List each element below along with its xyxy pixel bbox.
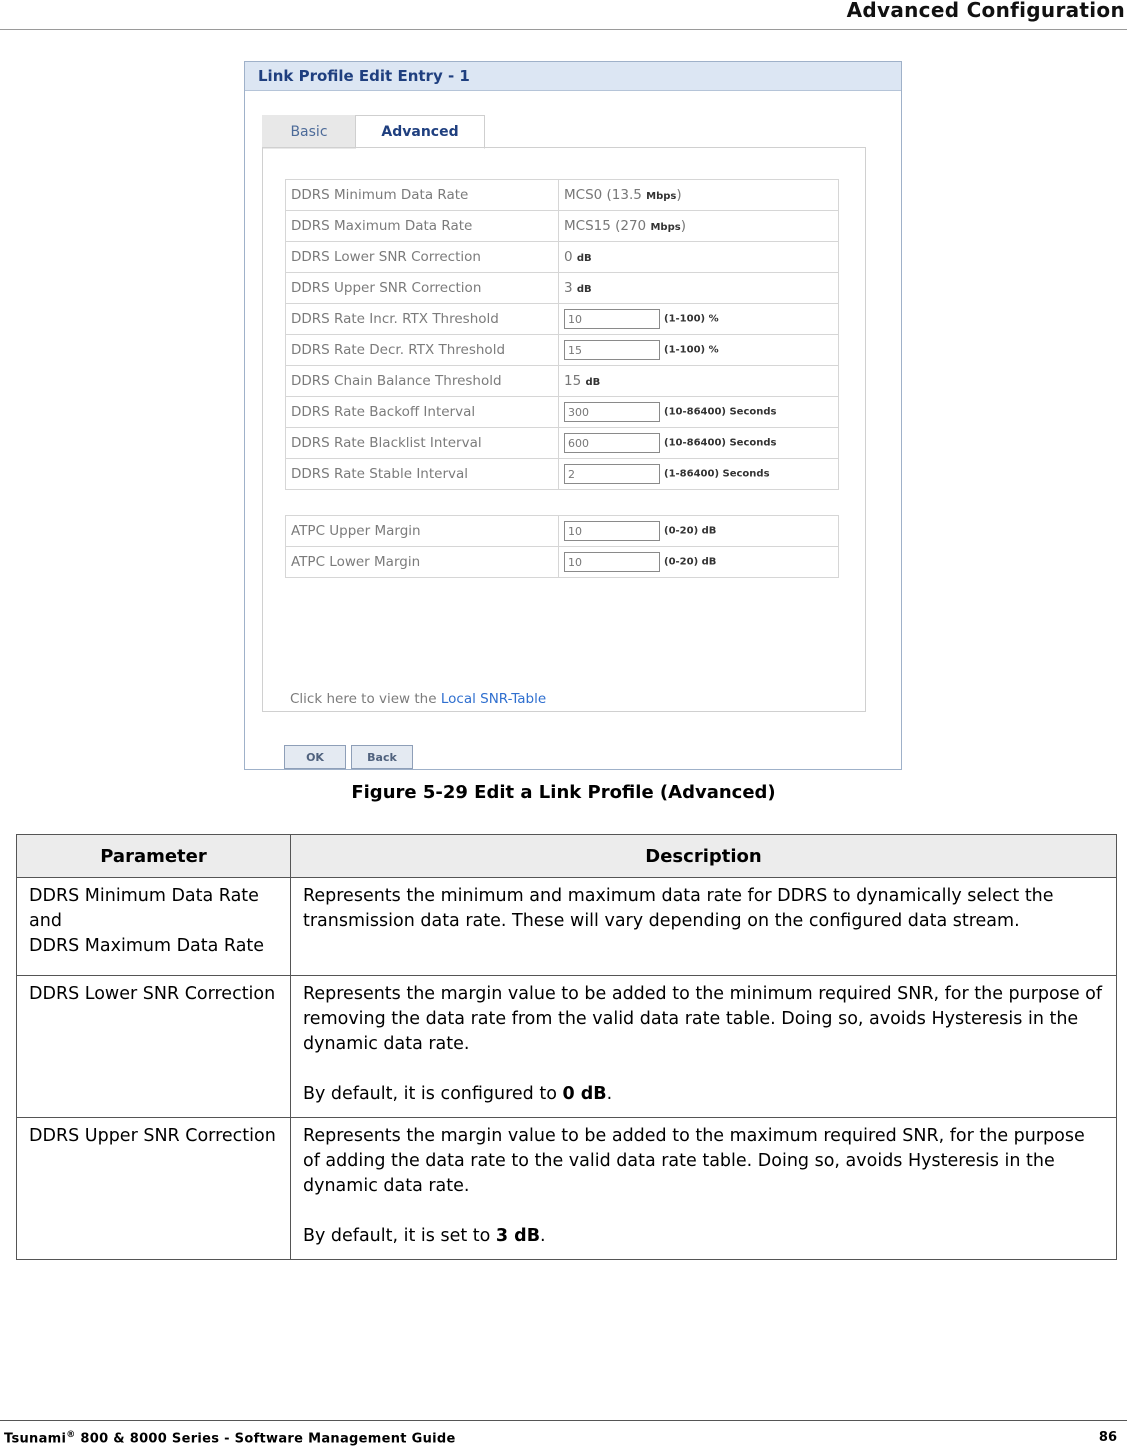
window-title: Link Profile Edit Entry - 1 [245, 62, 901, 91]
range-hint: (1-86400) Seconds [664, 468, 770, 480]
blacklist-input[interactable]: 600 [564, 433, 660, 453]
header-parameter: Parameter [17, 835, 291, 878]
row-value: 15 dB [559, 366, 839, 397]
param-cell: DDRS Lower SNR Correction [17, 976, 291, 1118]
table-row [17, 976, 1117, 1118]
row-ddrs-min-rate [286, 180, 839, 211]
stable-input[interactable]: 2 [564, 464, 660, 484]
parameter-table [16, 834, 1117, 1260]
ddrs-settings-grid [285, 179, 839, 490]
row-blacklist [286, 428, 839, 459]
range-hint: (1-100) % [664, 344, 719, 356]
page-header-title: Advanced Configuration [846, 0, 1125, 22]
row-value: MCS0 (13.5 Mbps) [559, 180, 839, 211]
row-rate-incr [286, 304, 839, 335]
row-value: 0 dB [559, 242, 839, 273]
atpc-upper-input[interactable]: 10 [564, 521, 660, 541]
local-snr-table-link[interactable]: Local SNR-Table [440, 691, 547, 707]
backoff-input[interactable]: 300 [564, 402, 660, 422]
row-backoff [286, 397, 839, 428]
row-label: DDRS Lower SNR Correction [286, 242, 559, 273]
range-hint: (0-20) dB [664, 525, 717, 537]
ok-button[interactable]: OK [284, 745, 346, 769]
table-header-row [17, 835, 1117, 878]
range-hint: (10-86400) Seconds [664, 406, 777, 418]
row-label: DDRS Rate Backoff Interval [286, 397, 559, 428]
row-label: DDRS Upper SNR Correction [286, 273, 559, 304]
snr-table-hint: Click here to view the Local SNR-Table [290, 691, 547, 707]
row-atpc-upper [286, 516, 839, 547]
row-atpc-lower [286, 547, 839, 578]
header-divider [0, 29, 1127, 30]
atpc-settings-grid [285, 515, 839, 578]
rate-decr-input[interactable]: 15 [564, 340, 660, 360]
row-ddrs-max-rate [286, 211, 839, 242]
row-label: DDRS Rate Stable Interval [286, 459, 559, 490]
atpc-lower-input[interactable]: 10 [564, 552, 660, 572]
tab-bar [262, 115, 865, 147]
range-hint: (10-86400) Seconds [664, 437, 777, 449]
range-hint: (1-100) % [664, 313, 719, 325]
tab-advanced[interactable]: Advanced [355, 115, 485, 149]
figure-caption: Figure 5-29 Edit a Link Profile (Advanced) [351, 782, 776, 803]
row-label: DDRS Rate Decr. RTX Threshold [286, 335, 559, 366]
row-label: DDRS Chain Balance Threshold [286, 366, 559, 397]
row-label: DDRS Minimum Data Rate [286, 180, 559, 211]
footer-divider [0, 1420, 1127, 1421]
table-row [17, 878, 1117, 976]
desc-cell: Represents the minimum and maximum data rate for DDRS to dynamically select the transmission data rate. These will vary depending on the configured data stream. [291, 878, 1117, 976]
row-label: ATPC Lower Margin [286, 547, 559, 578]
advanced-panel [262, 147, 866, 764]
row-upper-snr [286, 273, 839, 304]
row-rate-decr [286, 335, 839, 366]
row-label: ATPC Upper Margin [286, 516, 559, 547]
row-lower-snr [286, 242, 839, 273]
desc-cell: Represents the margin value to be added to the minimum required SNR, for the purpose of removing the data rate from the valid data rate table. Doing so, avoids Hysteresis in the dynamic data rate. By default, it is configured to 0 dB. [291, 976, 1117, 1118]
page-number: 86 [1098, 1430, 1117, 1445]
desc-cell: Represents the margin value to be added to the maximum required SNR, for the purpose of adding the data rate to the valid data rate table. Doing so, avoids Hysteresis in the dynamic data rate. By default, it is set to 3 dB. [291, 1118, 1117, 1260]
param-cell: DDRS Minimum Data Rate and DDRS Maximum Data Rate [17, 878, 291, 976]
table-row [17, 1118, 1117, 1260]
row-value: MCS15 (270 Mbps) [559, 211, 839, 242]
footer-title: Tsunami® 800 & 8000 Series - Software Management Guide [4, 1430, 456, 1447]
range-hint: (0-20) dB [664, 556, 717, 568]
param-cell: DDRS Upper SNR Correction [17, 1118, 291, 1260]
back-button[interactable]: Back [351, 745, 413, 769]
rate-incr-input[interactable]: 10 [564, 309, 660, 329]
row-label: DDRS Rate Incr. RTX Threshold [286, 304, 559, 335]
row-label: DDRS Rate Blacklist Interval [286, 428, 559, 459]
row-label: DDRS Maximum Data Rate [286, 211, 559, 242]
row-stable [286, 459, 839, 490]
tab-basic[interactable]: Basic [262, 115, 356, 149]
screenshot-figure [244, 61, 902, 770]
row-value: 3 dB [559, 273, 839, 304]
row-chain-balance [286, 366, 839, 397]
header-description: Description [291, 835, 1117, 878]
